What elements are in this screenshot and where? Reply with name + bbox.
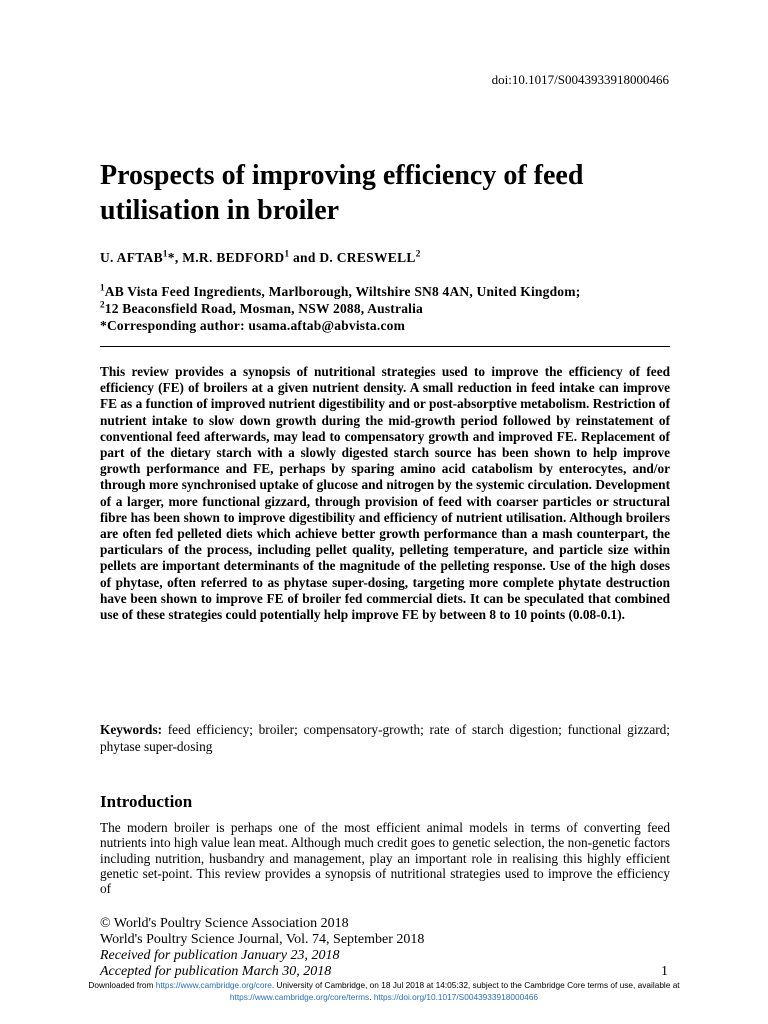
divider-rule bbox=[100, 346, 670, 347]
introduction-body: The modern broiler is perhaps one of the most efficient animal models in terms of converting feed nutrients into high value lean meat. Although much credit goes to genetic selection, the non-genetic factors including nutrition, husbandry and management, play an important role in realising this highly efficient genetic set-point. This review provides a synopsis of nutritional strategies used to improve the efficiency of bbox=[100, 820, 670, 897]
author-3: D. CRESWELL bbox=[319, 250, 416, 265]
keywords-text: feed efficiency; broiler; compensatory-growth; rate of starch digestion; functional gizzard; phytase super-dosing bbox=[100, 722, 670, 754]
cambridge-core-link[interactable]: https://www.cambridge.org/core bbox=[155, 980, 272, 990]
footer-prefix: Downloaded from bbox=[88, 980, 156, 990]
download-footer bbox=[0, 979, 768, 1003]
affiliation-1-text: AB Vista Feed Ingredients, Marlborough, Wiltshire SN8 4AN, United Kingdom; bbox=[104, 284, 581, 299]
affiliation-2-text: 12 Beaconsfield Road, Mosman, NSW 2088, Australia bbox=[104, 301, 423, 316]
author-list bbox=[100, 250, 421, 266]
section-heading-introduction: Introduction bbox=[100, 792, 193, 811]
author-2: M.R. BEDFORD bbox=[182, 250, 285, 265]
accepted-date: Accepted for publication March 30, 2018 bbox=[100, 964, 332, 979]
page-number: 1 bbox=[661, 964, 668, 979]
author-and: and bbox=[289, 250, 320, 265]
affiliation-1-num: 1 bbox=[100, 282, 105, 293]
affiliation-2 bbox=[100, 300, 680, 317]
copyright: © World's Poultry Science Association 2018 bbox=[100, 916, 349, 931]
doi: doi:10.1017/S0043933918000466 bbox=[491, 72, 669, 87]
terms-link[interactable]: https://www.cambridge.org/core/terms bbox=[229, 992, 370, 1002]
doi-link[interactable]: https://doi.org/10.1017/S0043933918000466 bbox=[373, 992, 539, 1002]
paper-title: Prospects of improving efficiency of feed utilisation in broiler bbox=[100, 160, 584, 226]
download-footer-line-2 bbox=[0, 991, 768, 1003]
received-date: Received for publication January 23, 2018 bbox=[100, 948, 340, 963]
author-1: U. AFTAB bbox=[100, 250, 163, 265]
author-1-affil: 1 bbox=[162, 248, 168, 259]
journal-citation: World's Poultry Science Journal, Vol. 74, September 2018 bbox=[100, 932, 425, 947]
footer-sep: . bbox=[369, 992, 374, 1002]
keywords bbox=[100, 721, 670, 755]
affiliations bbox=[100, 283, 680, 334]
author-2-affil: 1 bbox=[284, 248, 290, 259]
author-3-affil: 2 bbox=[415, 248, 421, 259]
abstract: This review provides a synopsis of nutritional strategies used to improve the efficiency of feed efficiency (FE) of broilers at a given nutrient density. A small reduction in feed intake can improve FE as a function of improved nutrient digestibility and or post-absorptive metabolism. Restriction of nutrient intake to slow down growth during the mid-growth period followed by reinstatement of conventional feed afterwards, may lead to compensatory growth and improved FE. Replacement of part of the dietary starch with a slowly digested starch source has been shown to help improve growth performance and FE, perhaps by sparing amino acid catabolism by enterocytes, and/or through more synchronised uptake of glucose and nitrogen by the systemic circulation. Development of a larger, more functional gizzard, through provision of feed with coarser particles or structural fibre has been shown to improve digestibility and efficiency of nutrient utilisation. Although broilers are often fed pelleted diets which achieve better growth performance than a mash counterpart, the particulars of the process, including pellet quality, pelleting temperature, and particle size within pellets are important determinants of the magnitude of the pelleting response. Use of the high doses of phytase, often referred to as phytase super-dosing, targeting more complete phytate destruction have been shown to improve FE of broiler fed commercial diets. It can be speculated that combined use of these strategies could potentially help improve FE by between 8 to 10 points (0.08-0.1). bbox=[100, 364, 670, 623]
keywords-label: Keywords: bbox=[100, 722, 163, 737]
corresponding-author: *Corresponding author: usama.aftab@abvista.com bbox=[100, 318, 406, 333]
footer-middle: . University of Cambridge, on 18 Jul 2018 at 14:05:32, subject to the Cambridge Core terms of use, available at bbox=[271, 980, 680, 990]
publication-info bbox=[100, 916, 424, 980]
affiliation-1 bbox=[100, 283, 680, 300]
affiliation-2-num: 2 bbox=[100, 299, 105, 310]
author-1-star: *, bbox=[167, 250, 183, 265]
download-footer-line-1 bbox=[0, 979, 768, 991]
